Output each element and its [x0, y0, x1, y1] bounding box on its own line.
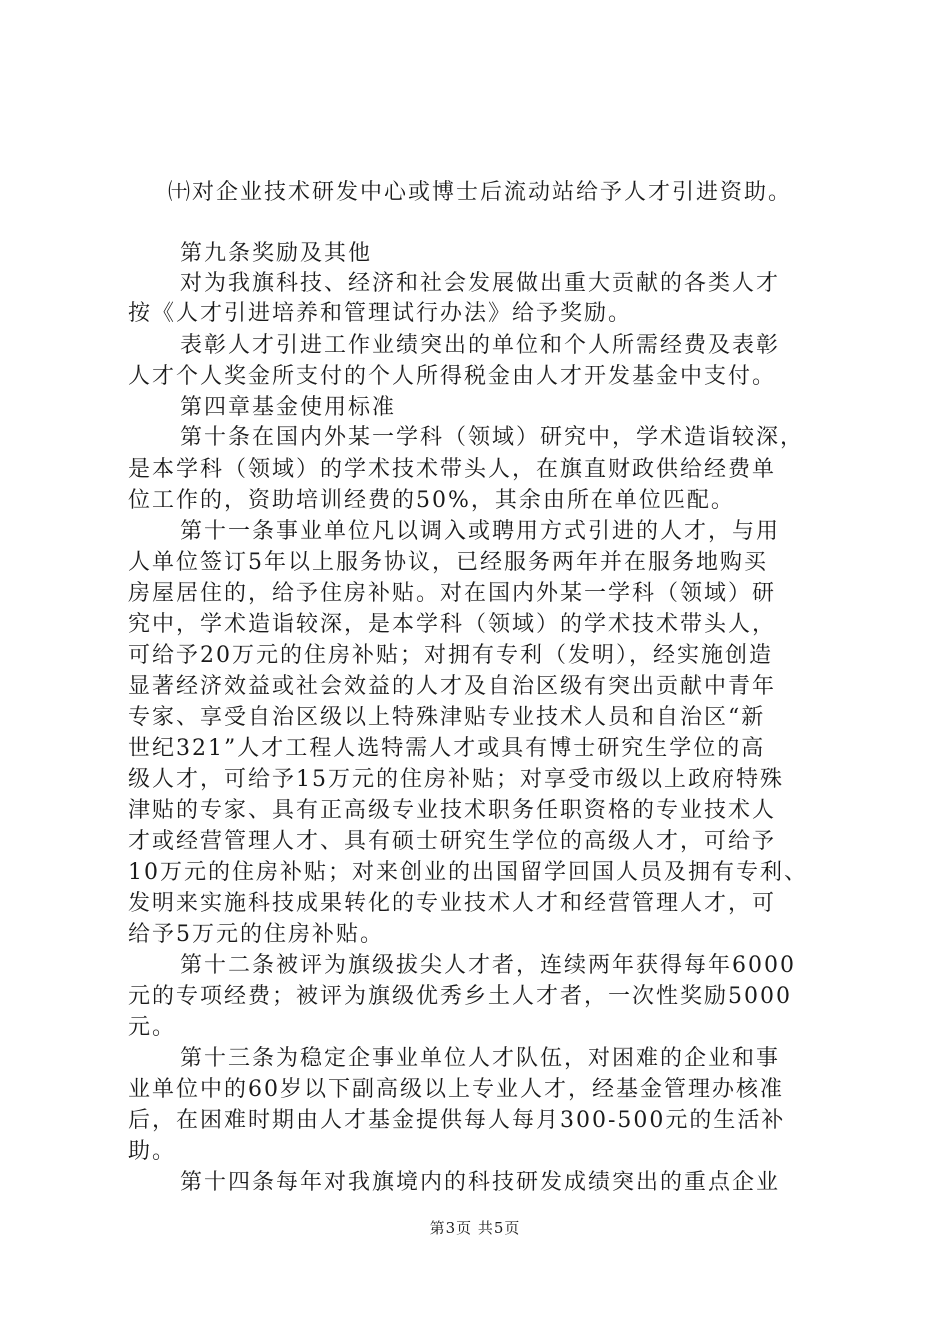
page-number-footer: 第3页 共5页 [429, 1219, 521, 1237]
text-line: 人才个人奖金所支付的个人所得税金由人才开发基金中支付。 [128, 364, 777, 389]
text-line: 世纪321”人才工程人选特需人才或具有博士研究生学位的高 [128, 736, 766, 761]
text-line: 津贴的专家、具有正高级专业技术职务任职资格的专业技术人 [128, 798, 777, 823]
text-line: 第十条在国内外某一学科（领域）研究中，学术造诣较深， [180, 425, 805, 450]
text-line: 第十四条每年对我旗境内的科技研发成绩突出的重点企业 [180, 1170, 781, 1195]
text-line: 表彰人才引进工作业绩突出的单位和个人所需经费及表彰 [180, 333, 781, 358]
text-line: 显著经济效益或社会效益的人才及自治区级有突出贡献中青年 [128, 674, 777, 699]
section-heading: 第九条奖励及其他 [180, 241, 373, 266]
text-line: 专家、享受自治区级以上特殊津贴专业技术人员和自治区“新 [128, 705, 766, 730]
text-line: 是本学科（领域）的学术技术带头人，在旗直财政供给经费单 [128, 457, 777, 482]
text-line: 可给予20万元的住房补贴；对拥有专利（发明），经实施创造 [128, 643, 773, 668]
text-line: 人单位签订5年以上服务协议，已经服务两年并在服务地购买 [128, 550, 768, 575]
text-line: 级人才，可给予15万元的住房补贴；对享受市级以上政府特殊 [128, 767, 784, 792]
text-line: 给予5万元的住房补贴。 [128, 922, 384, 947]
text-line: 元的专项经费；被评为旗级优秀乡土人才者，一次性奖励5000 [128, 984, 792, 1009]
text-line: 究中，学术造诣较深，是本学科（领域）的学术技术带头人， [128, 612, 777, 637]
text-line: 位工作的，资助培训经费的50%，其余由所在单位匹配。 [128, 488, 735, 513]
text-line: 第十一条事业单位凡以调入或聘用方式引进的人才，与用 [180, 519, 781, 544]
text-line: 对为我旗科技、经济和社会发展做出重大贡献的各类人才 [180, 271, 781, 296]
text-line: 房屋居住的，给予住房补贴。对在国内外某一学科（领域）研 [128, 581, 777, 606]
text-line: 业单位中的60岁以下副高级以上专业人才，经基金管理办核准 [128, 1077, 784, 1102]
text-line: 发明来实施科技成果转化的专业技术人才和经营管理人才，可 [128, 891, 777, 916]
text-line: 元。 [128, 1015, 177, 1040]
text-line: 才或经营管理人才、具有硕士研究生学位的高级人才，可给予 [128, 829, 777, 854]
text-line: 第十二条被评为旗级拔尖人才者，连续两年获得每年6000 [180, 953, 796, 978]
text-line: 第十三条为稳定企事业单位人才队伍，对困难的企业和事 [180, 1046, 781, 1071]
chapter-heading: 第四章基金使用标准 [180, 395, 397, 420]
text-line: ㈩对企业技术研发中心或博士后流动站给予人才引进资助。 [168, 180, 793, 205]
text-line: 10万元的住房补贴；对来创业的出国留学回国人员及拥有专利、 [128, 860, 808, 885]
text-line: 按《人才引进培养和管理试行办法》给予奖励。 [128, 301, 633, 326]
text-line: 后，在困难时期由人才基金提供每人每月300-500元的生活补 [128, 1108, 786, 1133]
text-line: 助。 [128, 1139, 177, 1164]
